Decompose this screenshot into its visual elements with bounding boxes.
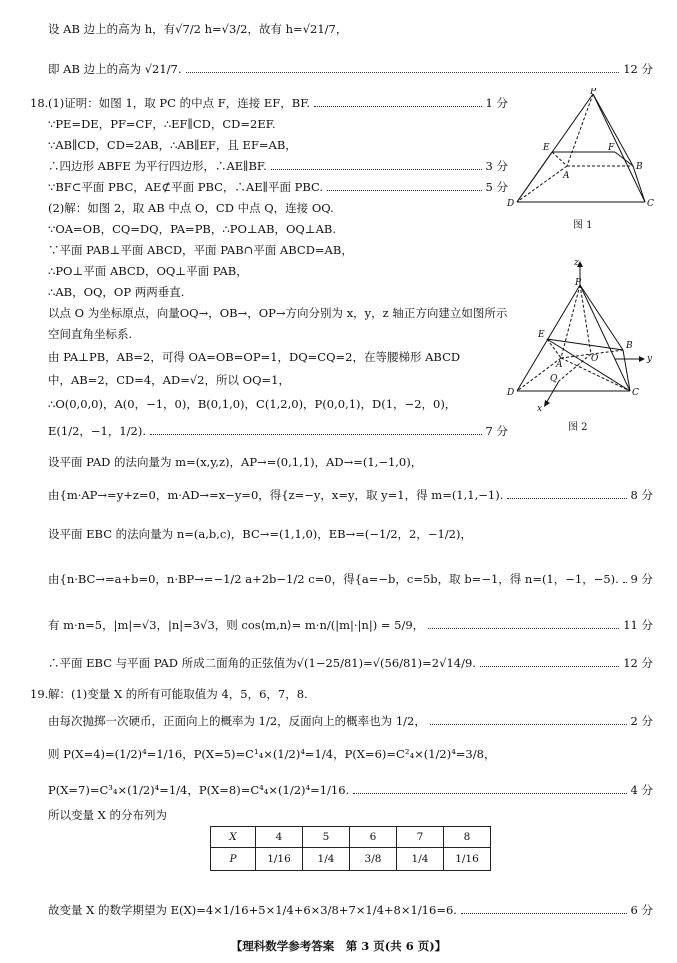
question-number: 19. [30,687,49,701]
line-text: ∴平面 EBC 与平面 PAD 所成二面角的正弦值为√(1−25/81)=√(56/81)=2√14/9. [48,656,476,670]
score-label: 2 分 [630,714,653,728]
vertex-label: F [608,143,615,153]
table-cell: 1/4 [303,848,350,871]
figure-2-coordinate-pyramid [505,255,665,415]
text-line [48,808,653,822]
leader-dots [353,792,626,794]
line-text: 设平面 PAD 的法向量为 m=(x,y,z)，AP→=(0,1,1)，AD→=(1,−1,0)， [48,455,423,469]
line-text: 由每次抛掷一次硬币，正面向上的概率为 1/2，反面向上的概率也为 1/2， [48,714,426,728]
table-cell: 1/4 [397,848,444,871]
line-text: 以点 O 为坐标原点，向量OQ→，OB→，OP→方向分别为 x，y，z 轴正方向建立如图所示 [48,306,508,320]
figure-1-caption: 图 1 [573,220,593,231]
answer-line [48,96,508,110]
answer-line [48,572,653,586]
text-line [48,138,508,152]
text-line [48,687,653,701]
text-line [48,306,508,320]
line-text: 由{n·BC→=a+b=0，n·BP→=−1/2 a+2b−1/2 c=0，得{a=−b，c=5b，取 b=−1，得 n=(1，−1，−5). [48,572,619,586]
distribution-table [210,826,491,871]
vertex-label: E [538,330,545,340]
table-cell: 8 [444,827,491,848]
score-label: 12 分 [623,656,653,670]
line-text: 由{m·AP→=y+z=0，m·AD→=x−y=0，得{z=−y，x=y，取 y=1，得 m=(1,1,−1). [48,488,504,502]
line-text: 解：(1)变量 X 的所有可能取值为 4，5，6，7，8. [48,687,308,701]
vertex-label: B [636,162,643,172]
vertex-label: D [507,199,515,209]
leader-dots [314,105,481,107]
vertex-label: C [647,199,654,209]
text-line [48,222,508,236]
line-text: (2)解：如图 2，取 AB 中点 O，CD 中点 Q，连接 OQ. [48,201,334,215]
answer-line [48,783,653,797]
line-text: 空间直角坐标系. [48,327,133,341]
text-line [48,22,508,36]
figure-1-pyramid [505,88,665,216]
leader-dots [461,912,627,914]
line-text: 则 P(X=4)=(1/2)⁴=1/16，P(X=5)=C¹₄×(1/2)⁴=1/4，P(X=6)=C²₄×(1/2)⁴=3/8， [48,747,496,761]
line-text: 由 PA⊥PB，AB=2，可得 OA=OB=OP=1，DQ=CQ=2，在等腰梯形 ABCD [48,350,461,364]
answer-line [48,62,653,76]
vertex-label: C [632,388,639,398]
leader-dots [186,71,620,73]
text-line [48,117,508,131]
leader-dots [150,433,482,435]
vertex-label: P [590,88,597,97]
answer-line [48,903,653,917]
table-row [211,827,491,848]
text-line [48,373,508,387]
leader-dots [507,497,626,499]
text-line [48,243,508,257]
table-cell: 1/16 [256,848,303,871]
text-line [48,455,653,469]
line-text: ∵平面 PAB⊥平面 ABCD，平面 PAB∩平面 ABCD=AB， [48,243,353,257]
vertex-label: P [575,278,582,288]
vertex-label: Q [550,374,558,384]
table-cell: 5 [303,827,350,848]
leader-dots [327,189,481,191]
answer-line [48,618,653,632]
line-text: 有 m·n=5，|m|=√3，|n|=3√3，则 cos⟨m,n⟩= m·n/(|m|·|n|) = 5/9， [48,618,425,632]
table-row [211,848,491,871]
question-number: 18. [30,96,49,110]
text-line [48,264,508,278]
text-line [48,747,653,761]
line-text: ∵PE=DE，PF=CF，∴EF∥CD，CD=2EF. [48,117,276,131]
score-label: 9 分 [630,572,653,586]
answer-line [48,424,508,438]
line-text: 即 AB 边上的高为 √21/7. [48,62,182,76]
score-label: 8 分 [630,488,653,502]
score-label: 3 分 [485,159,508,173]
line-text: ∵OA=OB，CQ=DQ，PA=PB，∴PO⊥AB，OQ⊥AB. [48,222,337,236]
table-cell: P [211,848,256,871]
page-footer: 【理科数学参考答案 第 3 页(共 6 页)】 [230,939,447,953]
score-label: 11 分 [623,618,653,632]
table-cell: 3/8 [350,848,397,871]
leader-dots [430,723,627,725]
line-text: ∴四边形 ABFE 为平行四边形，∴AE∥BF. [48,159,267,173]
table-cell: 1/16 [444,848,491,871]
score-label: 7 分 [485,424,508,438]
line-text: (1)证明：如图 1，取 PC 的中点 F，连接 EF，BF. [48,96,311,110]
answer-line [48,656,653,670]
axis-label: z [574,258,579,268]
line-text: ∵BF⊂平面 PBC，AE⊄平面 PBC，∴AE∥平面 PBC. [48,180,324,194]
axis-label: x [537,404,543,414]
line-text: ∴PO⊥平面 ABCD，OQ⊥平面 PAB， [48,264,248,278]
table-cell: 4 [256,827,303,848]
answer-line [48,180,508,194]
text-line [48,350,508,364]
text-line [48,201,508,215]
line-text: E(1/2，−1，1/2). [48,424,146,438]
score-label: 4 分 [630,783,653,797]
leader-dots [271,168,482,170]
axis-label: y [647,354,653,364]
leader-dots [480,665,619,667]
text-line [48,527,653,541]
vertex-label: O [591,354,599,364]
score-label: 1 分 [485,96,508,110]
line-text: 设 AB 边上的高为 h，有√7/2 h=√3/2，故有 h=√21/7， [48,22,348,36]
figure-2-caption: 图 2 [568,422,588,433]
line-text: ∴O(0,0,0)，A(0，−1，0)，B(0,1,0)，C(1,2,0)，P(0,0,1)，D(1，−2，0)， [48,397,457,411]
table-cell: 6 [350,827,397,848]
vertex-label: D [507,388,515,398]
leader-dots [428,627,619,629]
vertex-label: A [556,360,563,370]
answer-line [48,159,508,173]
line-text: 设平面 EBC 的法向量为 n=(a,b,c)，BC→=(1,1,0)，EB→=(−1/2，2，−1/2)， [48,527,472,541]
line-text: P(X=7)=C³₄×(1/2)⁴=1/4，P(X=8)=C⁴₄×(1/2)⁴=1/16. [48,783,350,797]
text-line [48,285,508,299]
text-line [48,327,508,341]
table-cell: X [211,827,256,848]
score-label: 5 分 [485,180,508,194]
line-text: 故变量 X 的数学期望为 E(X)=4×1/16+5×1/4+6×3/8+7×1/4+8×1/16=6. [48,903,457,917]
score-label: 12 分 [623,62,653,76]
answer-line [48,714,653,728]
line-text: ∵AB∥CD，CD=2AB，∴AB∥EF，且 EF=AB， [48,138,297,152]
line-text: ∴AB，OQ，OP 两两垂直. [48,285,185,299]
vertex-label: B [626,341,633,351]
table-cell: 7 [397,827,444,848]
vertex-label: A [563,171,570,181]
line-text: 所以变量 X 的分布列为 [48,808,167,822]
vertex-label: E [543,143,550,153]
leader-dots [623,581,627,583]
line-text: 中，AB=2，CD=4，AD=√2，所以 OQ=1， [48,373,290,387]
score-label: 6 分 [630,903,653,917]
text-line [48,397,508,411]
answer-line [48,488,653,502]
